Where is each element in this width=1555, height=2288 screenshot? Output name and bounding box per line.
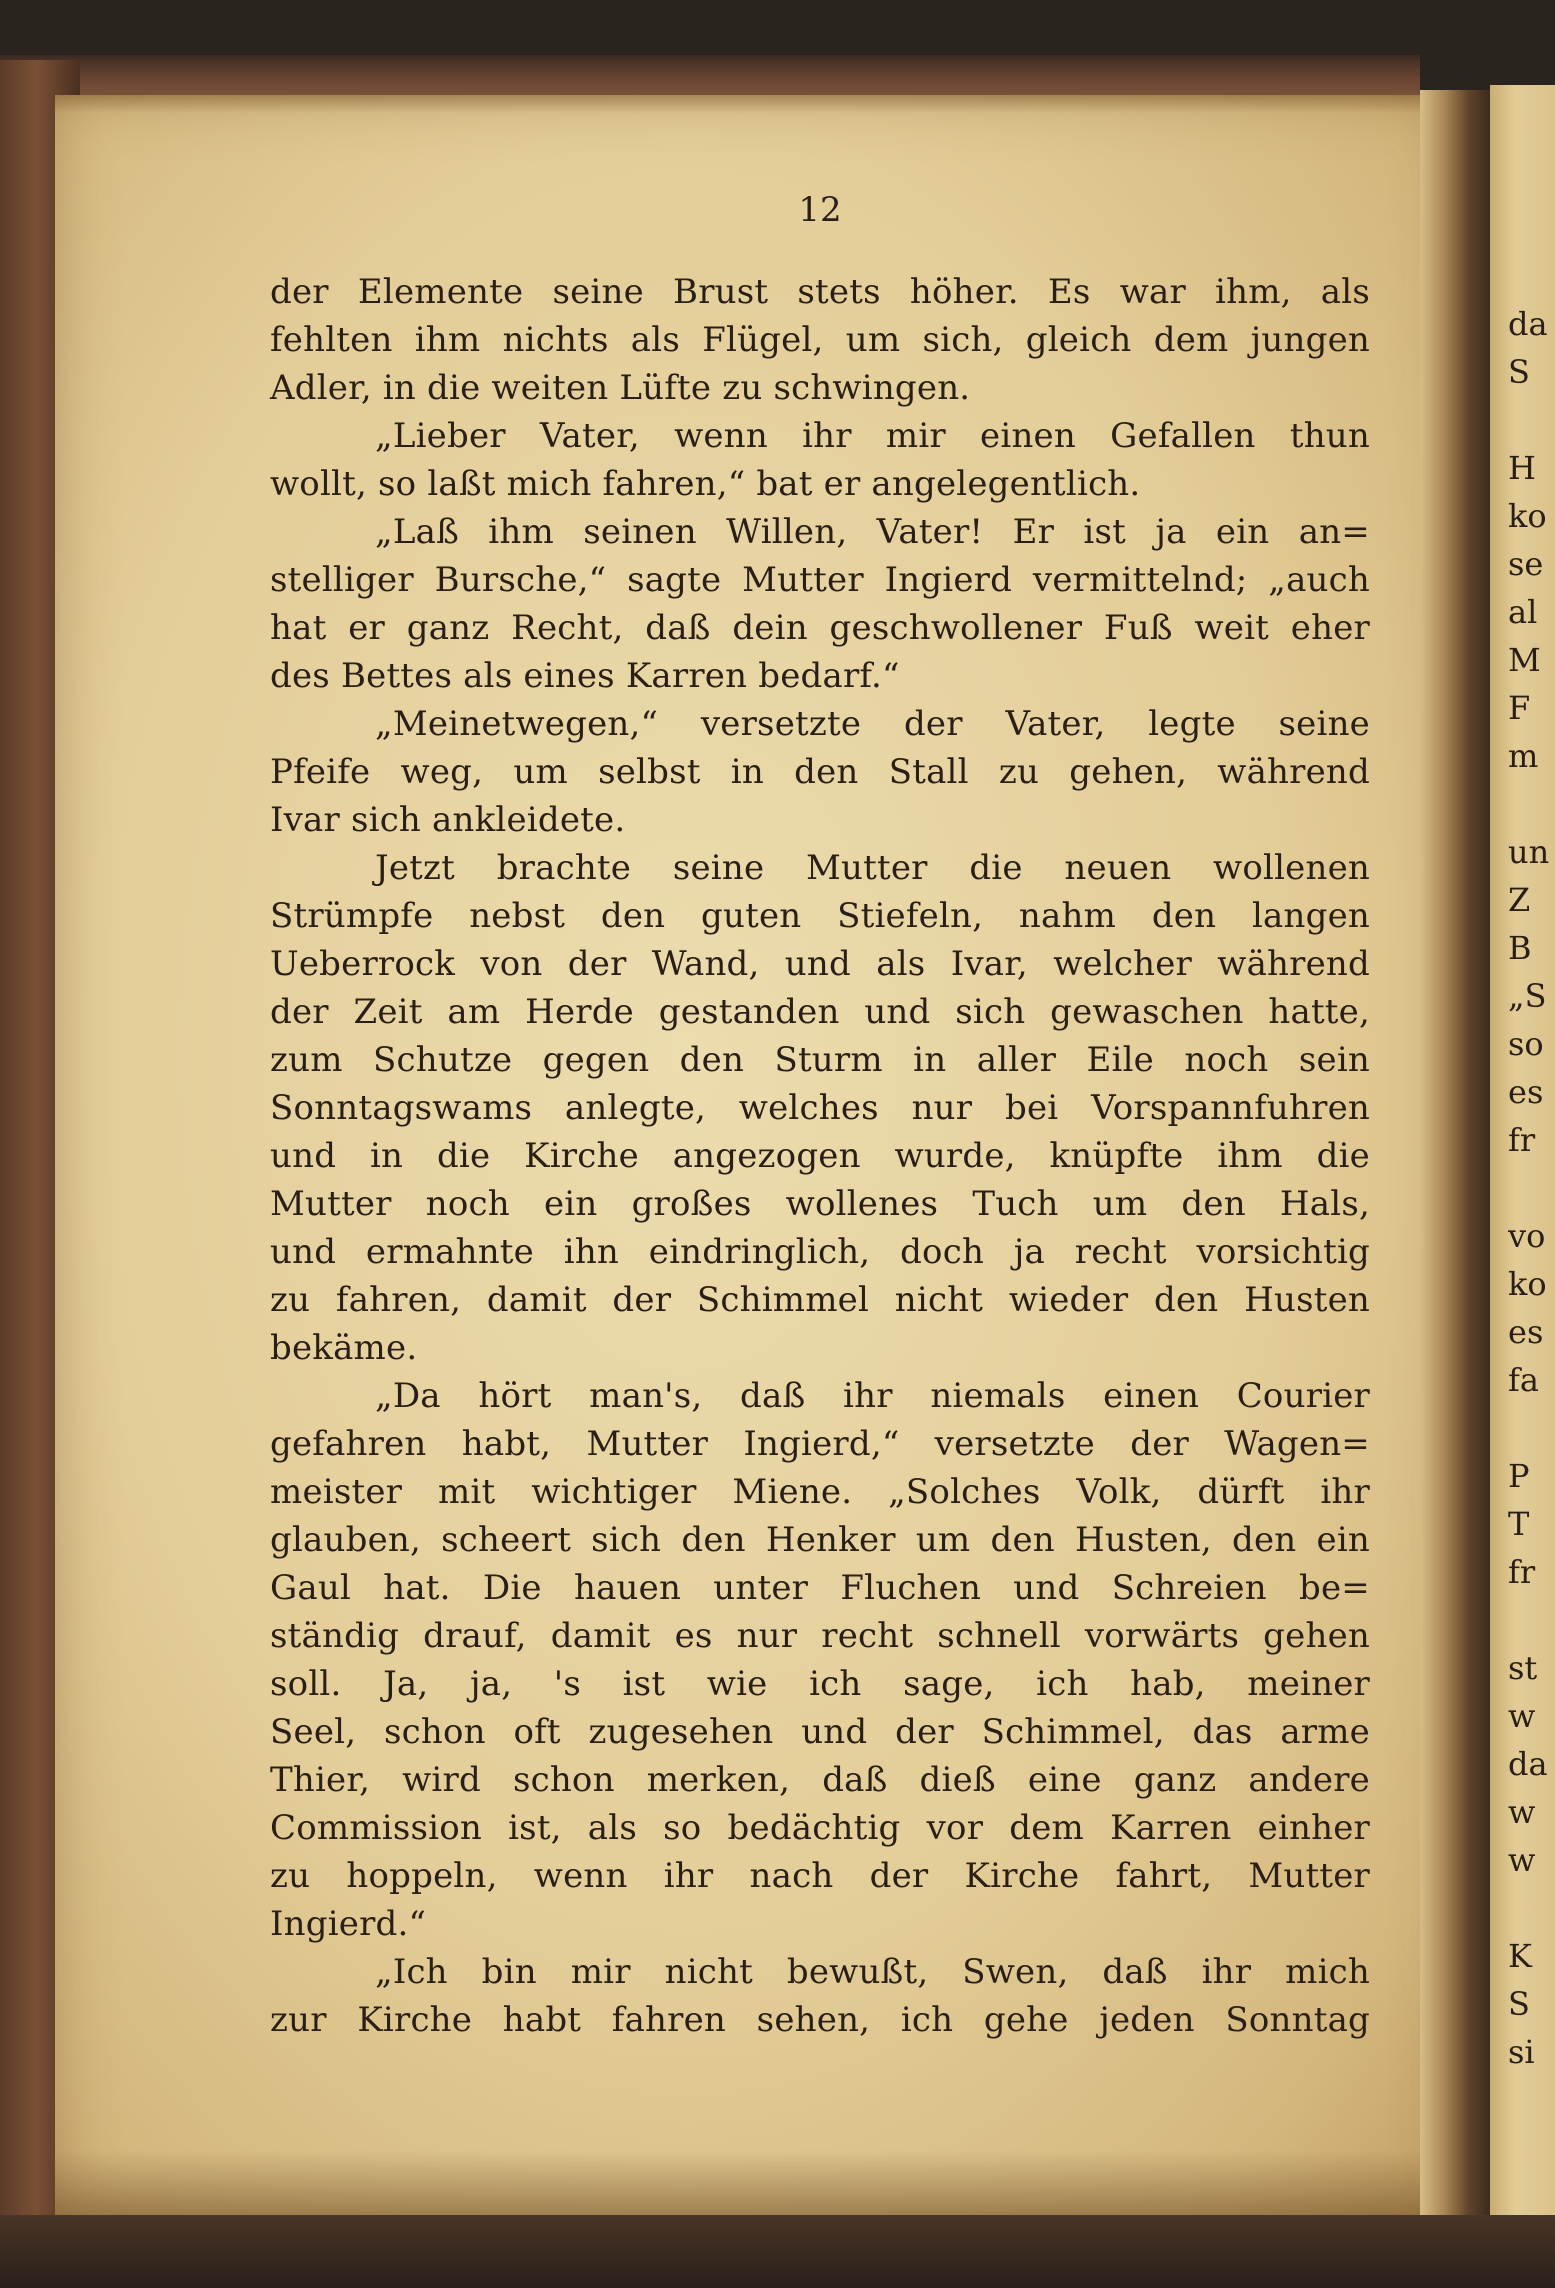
text-line: hat er ganz Recht, daß dein geschwollener Fuß weit eher: [270, 608, 1370, 648]
text-line: zum Schutze gegen den Sturm in aller Eile noch sein: [270, 1040, 1370, 1080]
facing-page-fragment: fa: [1508, 1361, 1539, 1399]
text-line: ständig drauf, damit es nur recht schnell vorwärts gehen: [270, 1616, 1370, 1656]
text-line: „Lieber Vater, wenn ihr mir einen Gefallen thun: [375, 416, 1370, 456]
body-text: [270, 268, 1370, 2044]
text-line: Seel, schon oft zugesehen und der Schimmel, das arme: [270, 1712, 1370, 1752]
text-line: zur Kirche habt fahren sehen, ich gehe jeden Sonntag: [270, 2000, 1370, 2040]
facing-page-fragment: [1508, 396, 1555, 444]
facing-page-fragment: se: [1508, 545, 1544, 583]
facing-page-fragment: S: [1508, 353, 1530, 391]
facing-page-fragment: fr: [1508, 1121, 1536, 1159]
facing-page-fragment: ko: [1508, 497, 1547, 535]
facing-page-fragment: P: [1508, 1457, 1530, 1495]
facing-page-fragment: F: [1508, 689, 1531, 727]
text-line: glauben, scheert sich den Henker um den Husten, den ein: [270, 1520, 1370, 1560]
facing-page-fragment: T: [1508, 1505, 1530, 1543]
facing-page-fragment: es: [1508, 1073, 1544, 1111]
text-line: „Laß ihm seinen Willen, Vater! Er ist ja ein an=: [375, 512, 1370, 552]
text-line: Ueberrock von der Wand, und als Ivar, welcher während: [270, 944, 1370, 984]
facing-page-fragment: [1508, 1164, 1555, 1212]
facing-page-fragment: M: [1508, 641, 1541, 679]
facing-page-fragment: da: [1508, 305, 1548, 343]
facing-page-fragment: K: [1508, 1937, 1532, 1975]
book-cover-bottom-edge: [0, 2215, 1555, 2288]
facing-page-fragment: [1508, 1884, 1555, 1932]
text-line: bekäme.: [270, 1328, 418, 1368]
facing-page-fragment: so: [1508, 1025, 1544, 1063]
facing-page-fragment: S: [1508, 1985, 1530, 2023]
facing-page-fragment: si: [1508, 2033, 1535, 2071]
text-line: Commission ist, als so bedächtig vor dem Karren einher: [270, 1808, 1370, 1848]
facing-page-fragment: „S: [1508, 977, 1547, 1015]
facing-page-text-fragments: [1508, 300, 1555, 2076]
facing-page-fragment: w: [1508, 1841, 1536, 1879]
text-line: Strümpfe nebst den guten Stiefeln, nahm den langen: [270, 896, 1370, 936]
facing-page-fragment: B: [1508, 929, 1532, 967]
text-line: des Bettes als eines Karren bedarf.“: [270, 656, 900, 696]
facing-page-fragment: [1508, 1404, 1555, 1452]
text-line: Jetzt brachte seine Mutter die neuen wollenen: [375, 848, 1370, 888]
facing-page-fragment: un: [1508, 833, 1550, 871]
facing-page-fragment: vo: [1508, 1217, 1546, 1255]
page-top-shading: [55, 95, 1455, 113]
facing-page-fragment: m: [1508, 737, 1539, 775]
text-line: zu hoppeln, wenn ihr nach der Kirche fahrt, Mutter: [270, 1856, 1370, 1896]
text-line: meister mit wichtiger Miene. „Solches Volk, dürft ihr: [270, 1472, 1370, 1512]
facing-page-fragment: w: [1508, 1793, 1536, 1831]
facing-page-fragment: al: [1508, 593, 1538, 631]
book-gutter: [1420, 90, 1490, 2230]
text-line: der Elemente seine Brust stets höher. Es war ihm, als: [270, 272, 1370, 312]
text-line: Adler, in die weiten Lüfte zu schwingen.: [270, 368, 971, 408]
text-line: der Zeit am Herde gestanden und sich gewaschen hatte,: [270, 992, 1370, 1032]
text-line: soll. Ja, ja, 's ist wie ich sage, ich hab, meiner: [270, 1664, 1370, 1704]
text-line: Sonntagswams anlegte, welches nur bei Vorspannfuhren: [270, 1088, 1370, 1128]
text-line: wollt, so laßt mich fahren,“ bat er angelegentlich.: [270, 464, 1141, 504]
page-number: 12: [798, 190, 842, 230]
facing-page-fragment: [1508, 780, 1555, 828]
text-line: Mutter noch ein großes wollenes Tuch um den Hals,: [270, 1184, 1370, 1224]
facing-page-fragment: H: [1508, 449, 1536, 487]
facing-page-fragment: [1508, 1596, 1555, 1644]
text-line: und ermahnte ihn eindringlich, doch ja recht vorsichtig: [270, 1232, 1370, 1272]
text-line: und in die Kirche angezogen wurde, knüpfte ihm die: [270, 1136, 1370, 1176]
text-line: zu fahren, damit der Schimmel nicht wieder den Husten: [270, 1280, 1370, 1320]
text-line: stelliger Bursche,“ sagte Mutter Ingierd vermittelnd; „auch: [270, 560, 1370, 600]
text-line: Ingierd.“: [270, 1904, 427, 1944]
text-line: Thier, wird schon merken, daß dieß eine ganz andere: [270, 1760, 1370, 1800]
facing-page-fragment: fr: [1508, 1553, 1536, 1591]
text-line: „Ich bin mir nicht bewußt, Swen, daß ihr mich: [375, 1952, 1370, 1992]
page-bottom-shading: [55, 2150, 1455, 2220]
facing-page-fragment: Z: [1508, 881, 1531, 919]
text-line: „Da hört man's, daß ihr niemals einen Courier: [375, 1376, 1370, 1416]
facing-page-fragment: ko: [1508, 1265, 1547, 1303]
facing-page-fragment: es: [1508, 1313, 1544, 1351]
text-line: Ivar sich ankleidete.: [270, 800, 626, 840]
facing-page-fragment: st: [1508, 1649, 1538, 1687]
text-line: Pfeife weg, um selbst in den Stall zu gehen, während: [270, 752, 1370, 792]
facing-page-fragment: w: [1508, 1697, 1536, 1735]
facing-page-fragment: da: [1508, 1745, 1548, 1783]
text-line: fehlten ihm nichts als Flügel, um sich, gleich dem jungen: [270, 320, 1370, 360]
text-line: „Meinetwegen,“ versetzte der Vater, legte seine: [375, 704, 1370, 744]
text-line: Gaul hat. Die hauen unter Fluchen und Schreien be=: [270, 1568, 1370, 1608]
text-line: gefahren habt, Mutter Ingierd,“ versetzte der Wagen=: [270, 1424, 1370, 1464]
